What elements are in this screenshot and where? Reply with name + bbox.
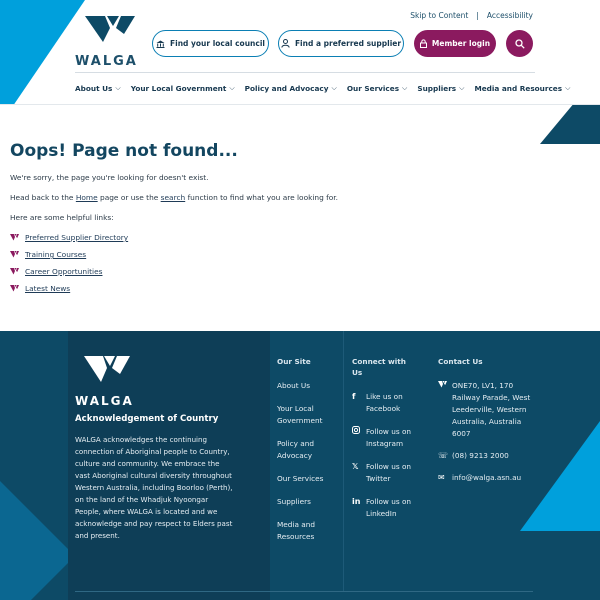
address-text: ONE70, LV1, 170 Railway Parade, West Leederville, Western Australia, Australia 6007 [452, 381, 531, 438]
phone-icon: ☏ [438, 451, 449, 460]
search-link[interactable]: search [160, 193, 186, 202]
footer-link-your-local-government[interactable]: Your Local Government [277, 404, 323, 425]
utility-nav [410, 11, 533, 20]
facebook-icon: f [352, 392, 356, 401]
walga-location-icon [438, 380, 447, 440]
acknowledgement-text: WALGA acknowledges the continuing connection of Aboriginal people to Country, culture and community. We embrace the vast Aboriginal cultural diversity throughout Western Australia, including Boorloo (Perth), on the land of the Whadjuk Nyoongar People, where WALGA is located and we acknowledge and pay respect to Elders past and present. [75, 435, 233, 540]
site-header [0, 0, 600, 105]
back-text-mid: page or use the [97, 193, 161, 202]
decorative-triangle [0, 481, 75, 600]
find-local-council-label: Find your local council [170, 39, 265, 48]
footer-our-site [277, 356, 339, 554]
nav-label: Your Local Government [130, 84, 227, 93]
back-text-post: function to find what you are looking for. [185, 193, 338, 202]
member-login-label: Member login [431, 39, 491, 48]
twitter-link[interactable] [352, 461, 414, 485]
walga-bullet-icon [10, 234, 19, 241]
chevron-down-icon: ⌵ [115, 84, 121, 92]
walga-bullet-icon [10, 251, 19, 258]
latest-news-link[interactable]: Latest News [25, 284, 71, 293]
twitter-label: Follow us on Twitter [366, 462, 412, 483]
contact-address [438, 380, 533, 440]
facebook-label: Like us on Facebook [366, 392, 403, 413]
find-preferred-supplier-label: Find a preferred supplier [294, 39, 402, 48]
linkedin-link[interactable] [352, 496, 414, 520]
phone-text: (08) 9213 2000 [452, 451, 509, 460]
find-local-council-button[interactable] [152, 30, 269, 57]
instagram-link[interactable] [352, 426, 414, 450]
email-text: info@walga.asn.au [452, 473, 522, 482]
list-item [10, 267, 600, 276]
preferred-supplier-directory-link[interactable]: Preferred Supplier Directory [25, 233, 129, 242]
acknowledgement-heading: Acknowledgement of Country [75, 414, 219, 424]
helpful-links-intro: Here are some helpful links: [10, 213, 114, 222]
footer-link-policy-and-advocacy[interactable]: Policy and Advocacy [277, 439, 315, 460]
nav-label: Media and Resources [474, 84, 563, 93]
facebook-link[interactable] [352, 391, 414, 415]
footer-divider [75, 591, 533, 592]
home-link[interactable]: Home [75, 193, 98, 202]
mail-icon: ✉ [438, 473, 445, 482]
contact-heading: Contact Us [438, 357, 483, 366]
logo-wordmark: WALGA [75, 54, 138, 69]
x-twitter-icon: 𝕏 [352, 462, 359, 471]
walga-logo-mark [83, 355, 131, 384]
career-opportunities-link[interactable]: Career Opportunities [25, 267, 103, 276]
footer-link-about-us[interactable]: About Us [277, 381, 311, 390]
our-site-heading: Our Site [277, 357, 311, 366]
footer-link-our-services[interactable]: Our Services [277, 474, 324, 483]
nav-item-suppliers[interactable] [417, 84, 464, 93]
chevron-down-icon: ⌵ [331, 84, 337, 92]
footer-logo-wordmark: WALGA [75, 394, 134, 408]
footer-contact [438, 356, 533, 494]
decorative-triangle [0, 0, 85, 105]
decorative-triangle [540, 105, 600, 144]
chevron-down-icon: ⌵ [565, 84, 571, 92]
nav-label: Policy and Advocacy [244, 84, 329, 93]
find-preferred-supplier-button[interactable] [278, 30, 404, 57]
main-content [0, 105, 600, 331]
footer-connect [352, 356, 414, 531]
search-button[interactable] [506, 30, 533, 57]
footer-walga-logo[interactable] [75, 355, 134, 408]
list-item [10, 250, 600, 259]
nav-item-our-services[interactable] [347, 84, 408, 93]
nav-label: Suppliers [417, 84, 457, 93]
contact-email[interactable] [438, 472, 533, 484]
back-text-pre: Head back to the [10, 193, 76, 202]
nav-item-about-us[interactable] [75, 84, 121, 93]
list-item [10, 233, 600, 242]
sorry-text: We're sorry, the page you're looking for doesn't exist. [10, 173, 209, 182]
nav-item-your-local-government[interactable] [131, 84, 235, 93]
utility-separator: | [476, 11, 479, 20]
helpful-links-list [10, 233, 600, 293]
member-login-button[interactable] [414, 30, 496, 57]
contact-phone[interactable] [438, 450, 533, 462]
linkedin-label: Follow us on LinkedIn [366, 497, 412, 518]
search-icon [515, 39, 525, 49]
chevron-down-icon: ⌵ [229, 84, 235, 92]
footer-link-media-and-resources[interactable]: Media and Resources [277, 520, 315, 541]
training-courses-link[interactable]: Training Courses [25, 250, 87, 259]
site-footer [0, 331, 600, 600]
walga-bullet-icon [10, 268, 19, 275]
lock-icon [420, 39, 427, 48]
back-text [10, 193, 600, 202]
chevron-down-icon: ⌵ [459, 84, 465, 92]
chevron-down-icon: ⌵ [402, 84, 408, 92]
connect-heading: Connect with Us [352, 357, 406, 377]
linkedin-icon: in [352, 497, 361, 506]
footer-link-suppliers[interactable]: Suppliers [277, 497, 311, 506]
main-nav [75, 72, 571, 93]
person-icon [281, 39, 290, 48]
nav-item-media-and-resources[interactable] [474, 84, 570, 93]
nav-item-policy-and-advocacy[interactable] [245, 84, 337, 93]
building-icon [156, 40, 165, 48]
instagram-label: Follow us on Instagram [366, 427, 412, 448]
walga-bullet-icon [10, 285, 19, 292]
nav-label: About Us [75, 84, 113, 93]
walga-logo[interactable] [75, 14, 145, 69]
accessibility-link[interactable]: Accessibility [486, 11, 533, 20]
nav-label: Our Services [346, 84, 400, 93]
instagram-icon [352, 426, 361, 450]
page-title: Oops! Page not found... [10, 141, 238, 161]
list-item [10, 284, 600, 293]
footer-column-divider [343, 331, 344, 591]
skip-to-content-link[interactable]: Skip to Content [410, 11, 469, 20]
walga-logo-mark [83, 14, 138, 44]
